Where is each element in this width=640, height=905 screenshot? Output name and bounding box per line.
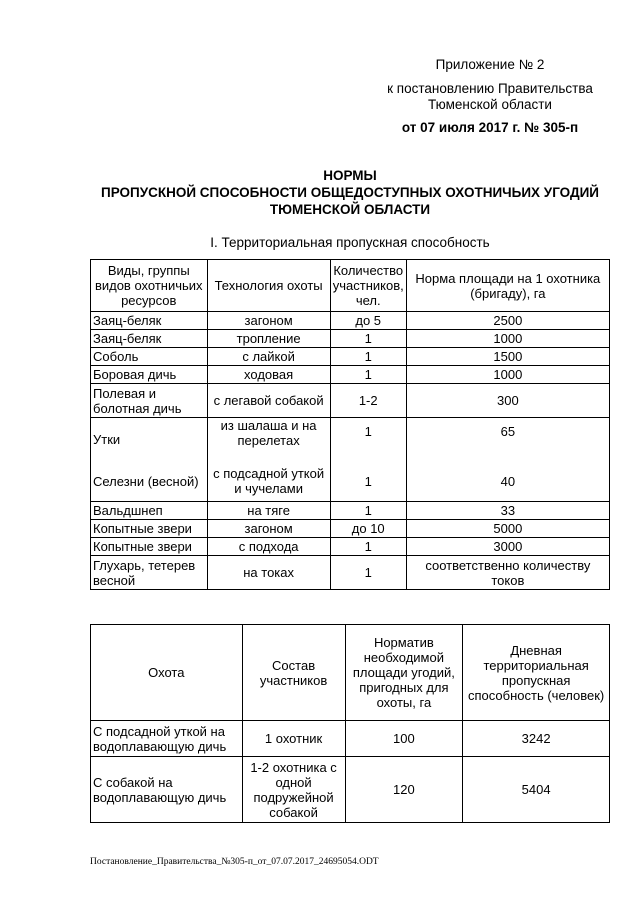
cell-participants: 1	[330, 538, 406, 556]
cell-technology: загоном	[207, 520, 330, 538]
cell-technology: тропление	[207, 330, 330, 348]
header-composition: Состав участников	[242, 625, 345, 721]
cell-area-standard: 100	[345, 721, 463, 757]
cell-area-norm: 65	[500, 424, 516, 439]
cell-participants: 1	[330, 502, 406, 520]
cell-participants: 1-2	[330, 384, 406, 418]
cell-area-norm: соответственно количеству токов	[406, 556, 609, 590]
table-row	[91, 366, 610, 384]
cell-area-norm: 40	[500, 474, 516, 489]
section-title: I. Территориальная пропускная способность	[210, 235, 490, 250]
cell-area-norm: 5000	[406, 520, 609, 538]
title-line-3: ТЮМЕНСКОЙ ОБЛАСТИ	[269, 202, 431, 217]
appendix-region: Тюменской области	[428, 97, 552, 112]
cell-participants: 1	[330, 366, 406, 384]
cell-species: Селезни (весной)	[93, 474, 199, 489]
cell-composition: 1 охотник	[242, 721, 345, 757]
cell-technology: ходовая	[207, 366, 330, 384]
table-header-row	[91, 625, 610, 721]
cell-technology-pair	[207, 418, 330, 502]
cell-participants: до 10	[330, 520, 406, 538]
table-row	[91, 348, 610, 366]
cell-species: Глухарь, тетерев весной	[91, 556, 208, 590]
cell-participants: 1	[330, 330, 406, 348]
table-row	[91, 330, 610, 348]
cell-species: Утки	[93, 432, 121, 447]
cell-area-norm: 1000	[406, 330, 609, 348]
cell-area-norm: 300	[406, 384, 609, 418]
cell-technology: загоном	[207, 312, 330, 330]
daily-capacity-table	[90, 624, 610, 823]
cell-technology: с подхода	[207, 538, 330, 556]
cell-technology: на токах	[207, 556, 330, 590]
cell-daily-capacity: 3242	[463, 721, 610, 757]
cell-species: Полевая и болотная дичь	[91, 384, 208, 418]
header-hunting: Охота	[91, 625, 243, 721]
table-row	[91, 384, 610, 418]
cell-hunting: С подсадной уткой на водоплавающую дичь	[91, 721, 243, 757]
cell-area-norm: 2500	[406, 312, 609, 330]
table-row	[91, 502, 610, 520]
header-participants: Количество участников, чел.	[330, 260, 406, 312]
cell-composition: 1-2 охотника с одной подружейной собакой	[242, 757, 345, 823]
cell-participants: 1	[364, 474, 372, 489]
table-row	[91, 556, 610, 590]
title-line-2: ПРОПУСКНОЙ СПОСОБНОСТИ ОБЩЕДОСТУПНЫХ ОХОТНИЧЬИХ УГОДИЙ	[100, 185, 600, 200]
cell-area-norm: 1000	[406, 366, 609, 384]
cell-technology: с подсадной уткой и чучелами	[213, 466, 325, 496]
cell-participants-pair	[330, 418, 406, 502]
cell-species: Вальдшнеп	[91, 502, 208, 520]
table-header-row	[91, 260, 610, 312]
cell-technology: на тяге	[207, 502, 330, 520]
table-row	[91, 538, 610, 556]
cell-technology: из шалаша и на перелетах	[220, 418, 317, 448]
header-area-standard: Норматив необходимой площади угодий, пригодных для охоты, га	[345, 625, 463, 721]
header-technology: Технология охоты	[207, 260, 330, 312]
cell-area-norm: 33	[406, 502, 609, 520]
cell-technology: с лайкой	[207, 348, 330, 366]
cell-participants: 1	[364, 424, 372, 439]
cell-hunting: С собакой на водоплавающую дичь	[91, 757, 243, 823]
table-row	[91, 721, 610, 757]
header-area-norm: Норма площади на 1 охотника (бригаду), га	[406, 260, 609, 312]
table-row	[91, 312, 610, 330]
appendix-reference: к постановлению Правительства	[387, 81, 593, 96]
file-footer: Постановление_Правительства_№305-п_от_07.07.2017_24695054.ODT	[90, 857, 379, 867]
cell-species-pair	[91, 418, 208, 502]
table-row	[91, 418, 610, 502]
cell-species: Заяц-беляк	[91, 330, 208, 348]
cell-area-norm-pair	[406, 418, 609, 502]
title-line-1: НОРМЫ	[323, 168, 377, 183]
cell-participants: до 5	[330, 312, 406, 330]
cell-species: Копытные звери	[91, 520, 208, 538]
header-daily-capacity: Дневная территориальная пропускная способность (человек)	[463, 625, 610, 721]
appendix-date: от 07 июля 2017 г. № 305-п	[401, 120, 579, 135]
table-row	[91, 520, 610, 538]
cell-species: Соболь	[91, 348, 208, 366]
table-row	[91, 757, 610, 823]
cell-area-norm: 3000	[406, 538, 609, 556]
header-species: Виды, группы видов охотничьих ресурсов	[91, 260, 208, 312]
cell-daily-capacity: 5404	[463, 757, 610, 823]
cell-area-standard: 120	[345, 757, 463, 823]
cell-participants: 1	[330, 556, 406, 590]
cell-species: Копытные звери	[91, 538, 208, 556]
cell-species: Заяц-беляк	[91, 312, 208, 330]
cell-technology: с легавой собакой	[207, 384, 330, 418]
capacity-norms-table	[90, 259, 610, 590]
cell-participants: 1	[330, 348, 406, 366]
cell-area-norm: 1500	[406, 348, 609, 366]
cell-species: Боровая дичь	[91, 366, 208, 384]
appendix-number: Приложение № 2	[435, 57, 545, 72]
